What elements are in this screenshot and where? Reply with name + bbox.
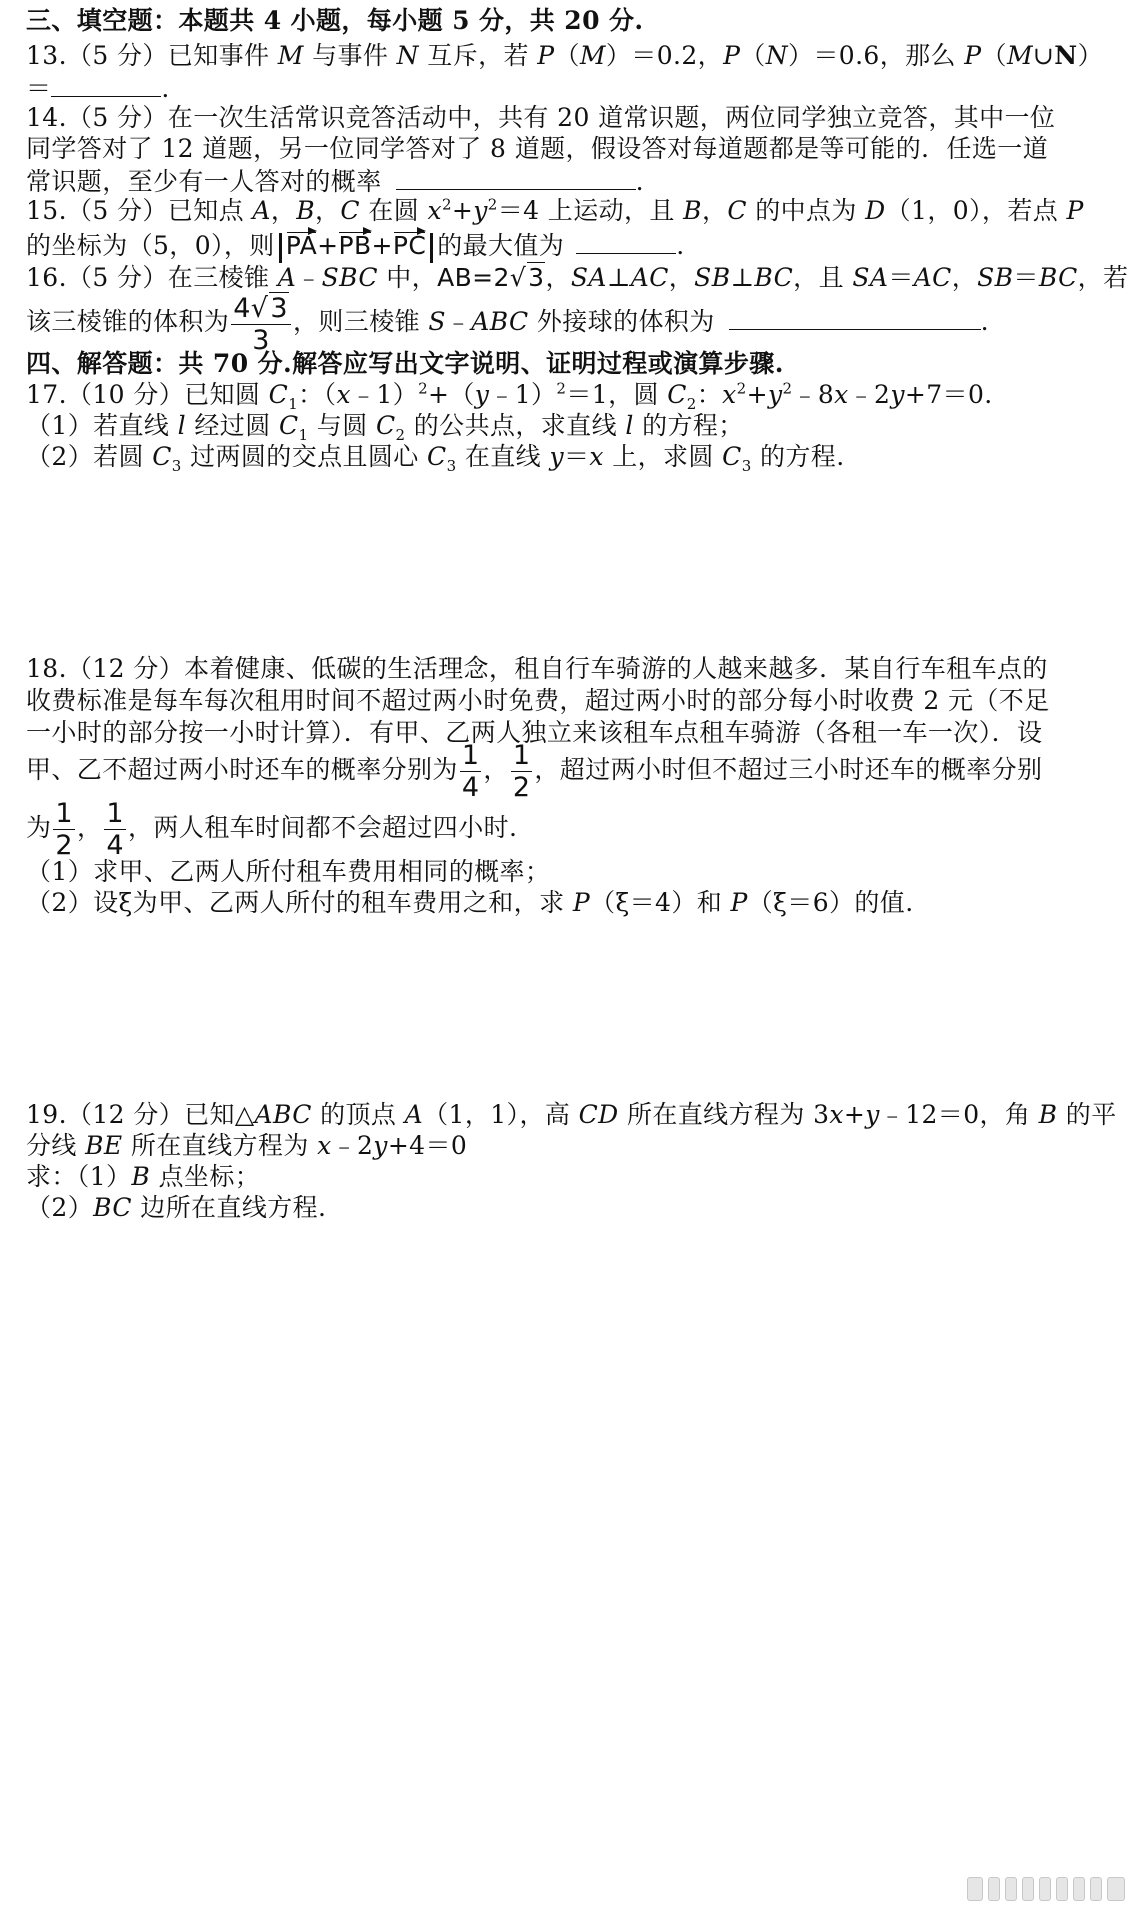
q17-line-3: （2）若圆 $C_3$ 过两圆的交点且圆心 $C_3$ 在直线 y＝x 上，求圆 $C_3$ 的方程. [26,442,845,475]
toolbar-bar-icon [1090,1877,1102,1901]
q18-line-7: （2）设ξ为甲、乙两人所付的租车费用之和，求 P（ξ＝4）和 P（ξ＝6）的值. [26,888,914,917]
q17-line-2: （1）若直线 l 经过圆 $C_1$ 与圆 $C_2$ 的公共点，求直线 l 的方程； [26,411,744,444]
vector-pb: PB [338,231,372,260]
fraction-1-2: $\frac{1}{2}$ [512,740,531,803]
q19-line-2: 分线 BE 所在直线方程为 x﹣2y+4＝0 [26,1131,468,1160]
q13-answer-blank[interactable] [51,72,161,97]
toolbar-bar-icon [1073,1877,1085,1901]
q16-line-2: 该三棱锥的体积为 $\frac{4√3}{3}$ ，则三棱锥 S﹣ABC 外接球的体积为 . [26,292,990,356]
toolbar-bar-icon [967,1877,983,1901]
toolbar-bar-icon [1039,1877,1051,1901]
fraction-1-4: $\frac{1}{4}$ [106,798,124,861]
q15-answer-blank[interactable] [576,229,676,254]
q16-line-1: 16.（5 分）在三棱锥 A﹣SBC 中，AB=2√3，SA⊥AC，SB⊥BC，且 SA＝AC，SB＝BC，若 [26,263,1129,292]
page-footer-toolbar [967,1877,1125,1901]
q16-answer-blank[interactable] [729,305,981,330]
q13-line-1: 13.（5 分）已知事件 M 与事件 N 互斥，若 P（M）＝0.2，P（N）＝0.6，那么 P（M∪N） [26,41,1103,70]
vector-pc: PC [392,231,427,260]
vector-pa: PA [285,231,318,260]
q18-line-5: 为 $\frac{1}{2}$ ， $\frac{1}{4}$ ，两人租车时间都不会超过四小时. [26,798,518,861]
abs-bar-left [279,233,282,263]
section-4-heading: 四、解答题：共 70 分.解答应写出文字说明、证明过程或演算步骤. [26,349,784,378]
q14-line-2: 同学答对了 12 道题，另一位同学答对了 8 道题，假设答对每道题都是等可能的．任选一道 [26,134,1049,163]
abs-bar-right [430,233,433,263]
q13-line-2: ＝ . [26,74,170,103]
q18-line-4: 甲、乙不超过两小时还车的概率分别为 $\frac{1}{4}$ ， $\frac{1}{2}$ ，超过两小时但不超过三小时还车的概率分别 [26,740,1043,803]
fraction-1-4: $\frac{1}{4}$ [461,740,480,803]
fraction-1-2: $\frac{1}{2}$ [55,798,73,861]
q14-line-3: 常识题，至少有一人答对的概率 . [26,167,644,196]
toolbar-bar-icon [1056,1877,1068,1901]
q15-line-1: 15.（5 分）已知点 A，B，C 在圆 $x^2+y^2=4$ 上运动，且 B，C 的中点为 D（1，0），若点 P [26,195,1084,225]
toolbar-bar-icon [988,1877,1000,1901]
q18-line-3: 一小时的部分按一小时计算）．有甲、乙两人独立来该租车点租车骑游（各租一车一次）．设 [26,718,1043,747]
q14-line-1: 14.（5 分）在一次生活常识竞答活动中，共有 20 道常识题，两位同学独立竞答，其中一位 [26,103,1056,132]
toolbar-bar-icon [1107,1877,1125,1901]
q19-line-1: 19.（12 分）已知△ABC 的顶点 A（1，1），高 CD 所在直线方程为 3x+y﹣12＝0，角 B 的平 [26,1100,1117,1129]
fraction-4root3-over-3: $\frac{4√3}{3}$ [231,292,291,356]
q18-line-6: （1）求甲、乙两人所付租车费用相同的概率； [26,857,551,886]
q17-line-1: 17.（10 分）已知圆 $C_1$：（x﹣1）$^2$+（y﹣1）$^2$＝1，圆 $C_2$：$x^2+y^2﹣8x﹣2y+7=0$. [26,379,993,413]
q19-line-3: 求：（1）B 点坐标； [26,1162,261,1191]
toolbar-bar-icon [1005,1877,1017,1901]
section-3-heading: 三、填空题：本题共 4 小题，每小题 5 分，共 20 分. [26,6,644,35]
q18-line-2: 收费标准是每车每次租用时间不超过两小时免费，超过两小时的部分每小时收费 2 元（不足 [26,686,1050,715]
q18-line-1: 18.（12 分）本着健康、低碳的生活理念，租自行车骑游的人越来越多．某自行车租车点的 [26,654,1048,683]
q19-line-4: （2）BC 边所在直线方程. [26,1193,327,1222]
q15-line-2: 的坐标为（5，0），则 PA+PB+PC 的最大值为 . [26,229,685,263]
q14-answer-blank[interactable] [396,165,636,190]
toolbar-bar-icon [1022,1877,1034,1901]
